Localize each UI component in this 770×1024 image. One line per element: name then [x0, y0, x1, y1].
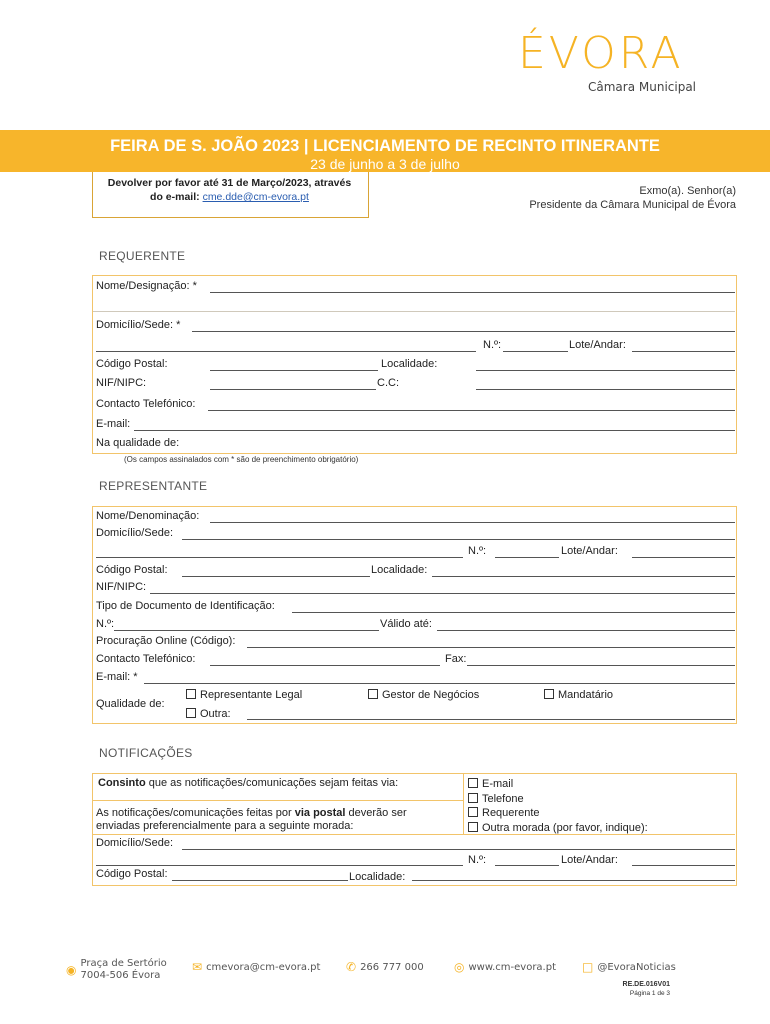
addressee — [529, 184, 736, 212]
checkbox-icon[interactable] — [468, 778, 478, 788]
rep-domicilio-field-2[interactable] — [96, 557, 463, 558]
notif-opt-email[interactable] — [468, 777, 648, 792]
rep-tipo-doc-label: Tipo de Documento de Identificação: — [96, 600, 275, 612]
footer-address-line1: Praça de Sertório — [80, 958, 167, 969]
footer-web[interactable] — [454, 960, 556, 974]
req-lote-field[interactable] — [632, 351, 735, 352]
notif-cp-label: Código Postal: — [96, 868, 168, 880]
phone-icon: ✆ — [346, 960, 357, 974]
rep-lote-label: Lote/Andar: — [561, 545, 618, 557]
req-localidade-label: Localidade: — [381, 358, 438, 370]
req-cc-field[interactable] — [476, 389, 735, 390]
rep-numero-field[interactable] — [495, 557, 559, 558]
return-note-prefix: do e-mail: — [150, 191, 203, 203]
page-number: Página 1 de 3 — [629, 990, 670, 997]
notif-numero-field[interactable] — [495, 865, 559, 866]
req-domicilio-label: Domicílio/Sede: * — [96, 319, 181, 331]
rep-cp-field[interactable] — [182, 576, 370, 577]
postal-text — [96, 807, 407, 833]
req-name-label: Nome/Designação: * — [96, 280, 197, 292]
logo-subtitle: Câmara Municipal — [588, 80, 697, 94]
req-name-field[interactable] — [210, 292, 735, 293]
page-subtitle: 23 de junho a 3 de julho — [310, 156, 460, 172]
rep-opt-legal-label: Representante Legal — [200, 689, 303, 701]
rep-email-label: E-mail: * — [96, 671, 138, 683]
notif-localidade-field[interactable] — [412, 880, 735, 881]
req-cp-field[interactable] — [210, 370, 378, 371]
req-telefone-label: Contacto Telefónico: — [96, 398, 196, 410]
return-note — [92, 176, 367, 204]
divider — [93, 311, 735, 312]
notif-opt-telefone[interactable] — [468, 792, 648, 807]
addressee-line2: Presidente da Câmara Municipal de Évora — [529, 199, 736, 211]
postal-post: deverão ser — [345, 807, 407, 819]
return-note-line1: Devolver por favor até 31 de Março/2023, através — [107, 177, 352, 189]
footer-phone[interactable] — [346, 960, 424, 974]
notif-domicilio-field-2[interactable] — [96, 865, 463, 866]
rep-nif-field[interactable] — [150, 593, 735, 594]
req-email-label: E-mail: — [96, 418, 131, 430]
evora-logo: ÉVORA — [518, 28, 684, 79]
footer-phone-text: 266 777 000 — [360, 961, 424, 973]
notif-cp-field[interactable] — [172, 880, 348, 881]
rep-name-field[interactable] — [210, 522, 735, 523]
rep-email-field[interactable] — [144, 683, 735, 684]
req-cc-label: C.C: — [377, 377, 399, 389]
postal-line2: enviadas preferencialmente para a seguinte morada: — [96, 820, 354, 832]
notif-opt-outra[interactable] — [468, 821, 648, 836]
rep-fax-label: Fax: — [445, 653, 467, 665]
postal-line1 — [96, 807, 407, 820]
notif-opt-requerente-label: Requerente — [482, 807, 540, 819]
rep-opt-gestor[interactable] — [368, 689, 479, 701]
notif-opt-outra-label: Outra morada (por favor, indique): — [482, 821, 648, 834]
addressee-line1: Exmo(a). Senhor(a) — [639, 185, 736, 197]
required-note: (Os campos assinalados com * são de preenchimento obrigatório) — [124, 455, 359, 464]
rep-name-label: Nome/Denominação: — [96, 510, 200, 522]
req-localidade-field[interactable] — [476, 370, 735, 371]
checkbox-icon[interactable] — [186, 708, 196, 718]
postal-bold: via postal — [294, 807, 346, 819]
footer-address-line2: 7004-506 Évora — [80, 970, 161, 981]
footer-web-text: www.cm-evora.pt — [468, 961, 557, 973]
footer-social-text: @EvoraNoticias — [597, 961, 676, 973]
globe-icon: ◎ — [454, 960, 465, 974]
consent-text — [98, 777, 398, 789]
checkbox-icon[interactable] — [468, 807, 478, 817]
location-pin-icon: ◉ — [66, 963, 77, 977]
return-email-link[interactable]: cme.dde@cm-evora.pt — [202, 191, 309, 203]
req-nif-label: NIF/NIPC: — [96, 377, 147, 389]
rep-opt-outra[interactable] — [186, 708, 231, 720]
notif-domicilio-label: Domicílio/Sede: — [96, 837, 174, 849]
checkbox-icon[interactable] — [468, 822, 478, 832]
rep-opt-mandatario-label: Mandatário — [558, 689, 614, 701]
checkbox-icon[interactable] — [468, 793, 478, 803]
notif-opt-requerente[interactable] — [468, 806, 648, 821]
footer-social[interactable] — [582, 960, 676, 974]
envelope-icon: ✉ — [192, 960, 203, 974]
rep-telefone-label: Contacto Telefónico: — [96, 653, 196, 665]
section-requerente-title: REQUERENTE — [99, 249, 186, 263]
rep-domicilio-field[interactable] — [182, 539, 735, 540]
rep-telefone-field[interactable] — [210, 665, 440, 666]
consent-rest: que as notificações/comunicações sejam feitas via: — [145, 777, 399, 789]
notif-lote-label: Lote/Andar: — [561, 854, 618, 866]
rep-n-label: N.º: — [96, 618, 115, 630]
rep-nif-label: NIF/NIPC: — [96, 581, 147, 593]
rep-opt-outra-label: Outra: — [200, 708, 231, 720]
req-domicilio-field[interactable] — [192, 331, 735, 332]
rep-outra-field[interactable] — [247, 719, 735, 720]
footer-address — [66, 958, 167, 982]
checkbox-icon[interactable] — [186, 689, 196, 699]
postal-pre: As notificações/comunicações feitas por — [96, 807, 295, 819]
notif-lote-field[interactable] — [632, 865, 735, 866]
rep-fax-field[interactable] — [467, 665, 735, 666]
page-title: FEIRA DE S. JOÃO 2023 | LICENCIAMENTO DE RECINTO ITINERANTE — [110, 137, 660, 155]
notif-domicilio-field[interactable] — [182, 849, 735, 850]
rep-procuracao-field[interactable] — [247, 647, 735, 648]
rep-valido-field[interactable] — [437, 630, 735, 631]
notif-opt-email-label: E-mail — [482, 778, 514, 790]
rep-lote-field[interactable] — [632, 557, 735, 558]
rep-valido-label: Válido até: — [380, 618, 432, 630]
req-telefone-field[interactable] — [208, 410, 735, 411]
section-notificacoes-title: NOTIFICAÇÕES — [99, 746, 193, 760]
checkbox-icon[interactable] — [368, 689, 378, 699]
social-icon: □ — [582, 960, 594, 974]
rep-qualidade-label: Qualidade de: — [96, 698, 165, 710]
footer-address-text — [80, 958, 166, 982]
rep-opt-legal[interactable] — [186, 689, 302, 701]
checkbox-icon[interactable] — [544, 689, 554, 699]
consent-bold: Consinto — [98, 777, 146, 789]
notif-numero-label: N.º: — [468, 854, 487, 866]
footer-email-text: cmevora@cm-evora.pt — [206, 961, 321, 973]
req-qualidade-label: Na qualidade de: — [96, 437, 180, 449]
rep-procuracao-label: Procuração Online (Código): — [96, 635, 236, 647]
req-lote-label: Lote/Andar: — [569, 339, 626, 351]
req-cp-label: Código Postal: — [96, 358, 168, 370]
footer-email[interactable] — [192, 960, 320, 974]
rep-n-field[interactable] — [114, 630, 379, 631]
divider — [93, 800, 463, 801]
rep-localidade-label: Localidade: — [371, 564, 428, 576]
req-nif-field[interactable] — [210, 389, 376, 390]
notif-opt-telefone-label: Telefone — [482, 792, 524, 805]
notif-localidade-label: Localidade: — [349, 871, 406, 883]
req-numero-field[interactable] — [503, 351, 568, 352]
return-note-line2 — [92, 190, 367, 204]
rep-tipo-doc-field[interactable] — [292, 612, 735, 613]
rep-numero-label: N.º: — [468, 545, 487, 557]
req-email-field[interactable] — [134, 430, 735, 431]
req-numero-label: N.º: — [483, 339, 502, 351]
rep-domicilio-label: Domicílio/Sede: — [96, 527, 174, 539]
rep-opt-gestor-label: Gestor de Negócios — [382, 689, 480, 701]
rep-localidade-field[interactable] — [432, 576, 735, 577]
divider — [463, 773, 464, 834]
document-code: RE.DE.016V01 — [622, 981, 670, 988]
req-domicilio-field-2[interactable] — [96, 351, 476, 352]
notif-options — [468, 777, 648, 835]
rep-cp-label: Código Postal: — [96, 564, 168, 576]
section-representante-title: REPRESENTANTE — [99, 479, 208, 493]
rep-opt-mandatario[interactable] — [544, 689, 613, 701]
